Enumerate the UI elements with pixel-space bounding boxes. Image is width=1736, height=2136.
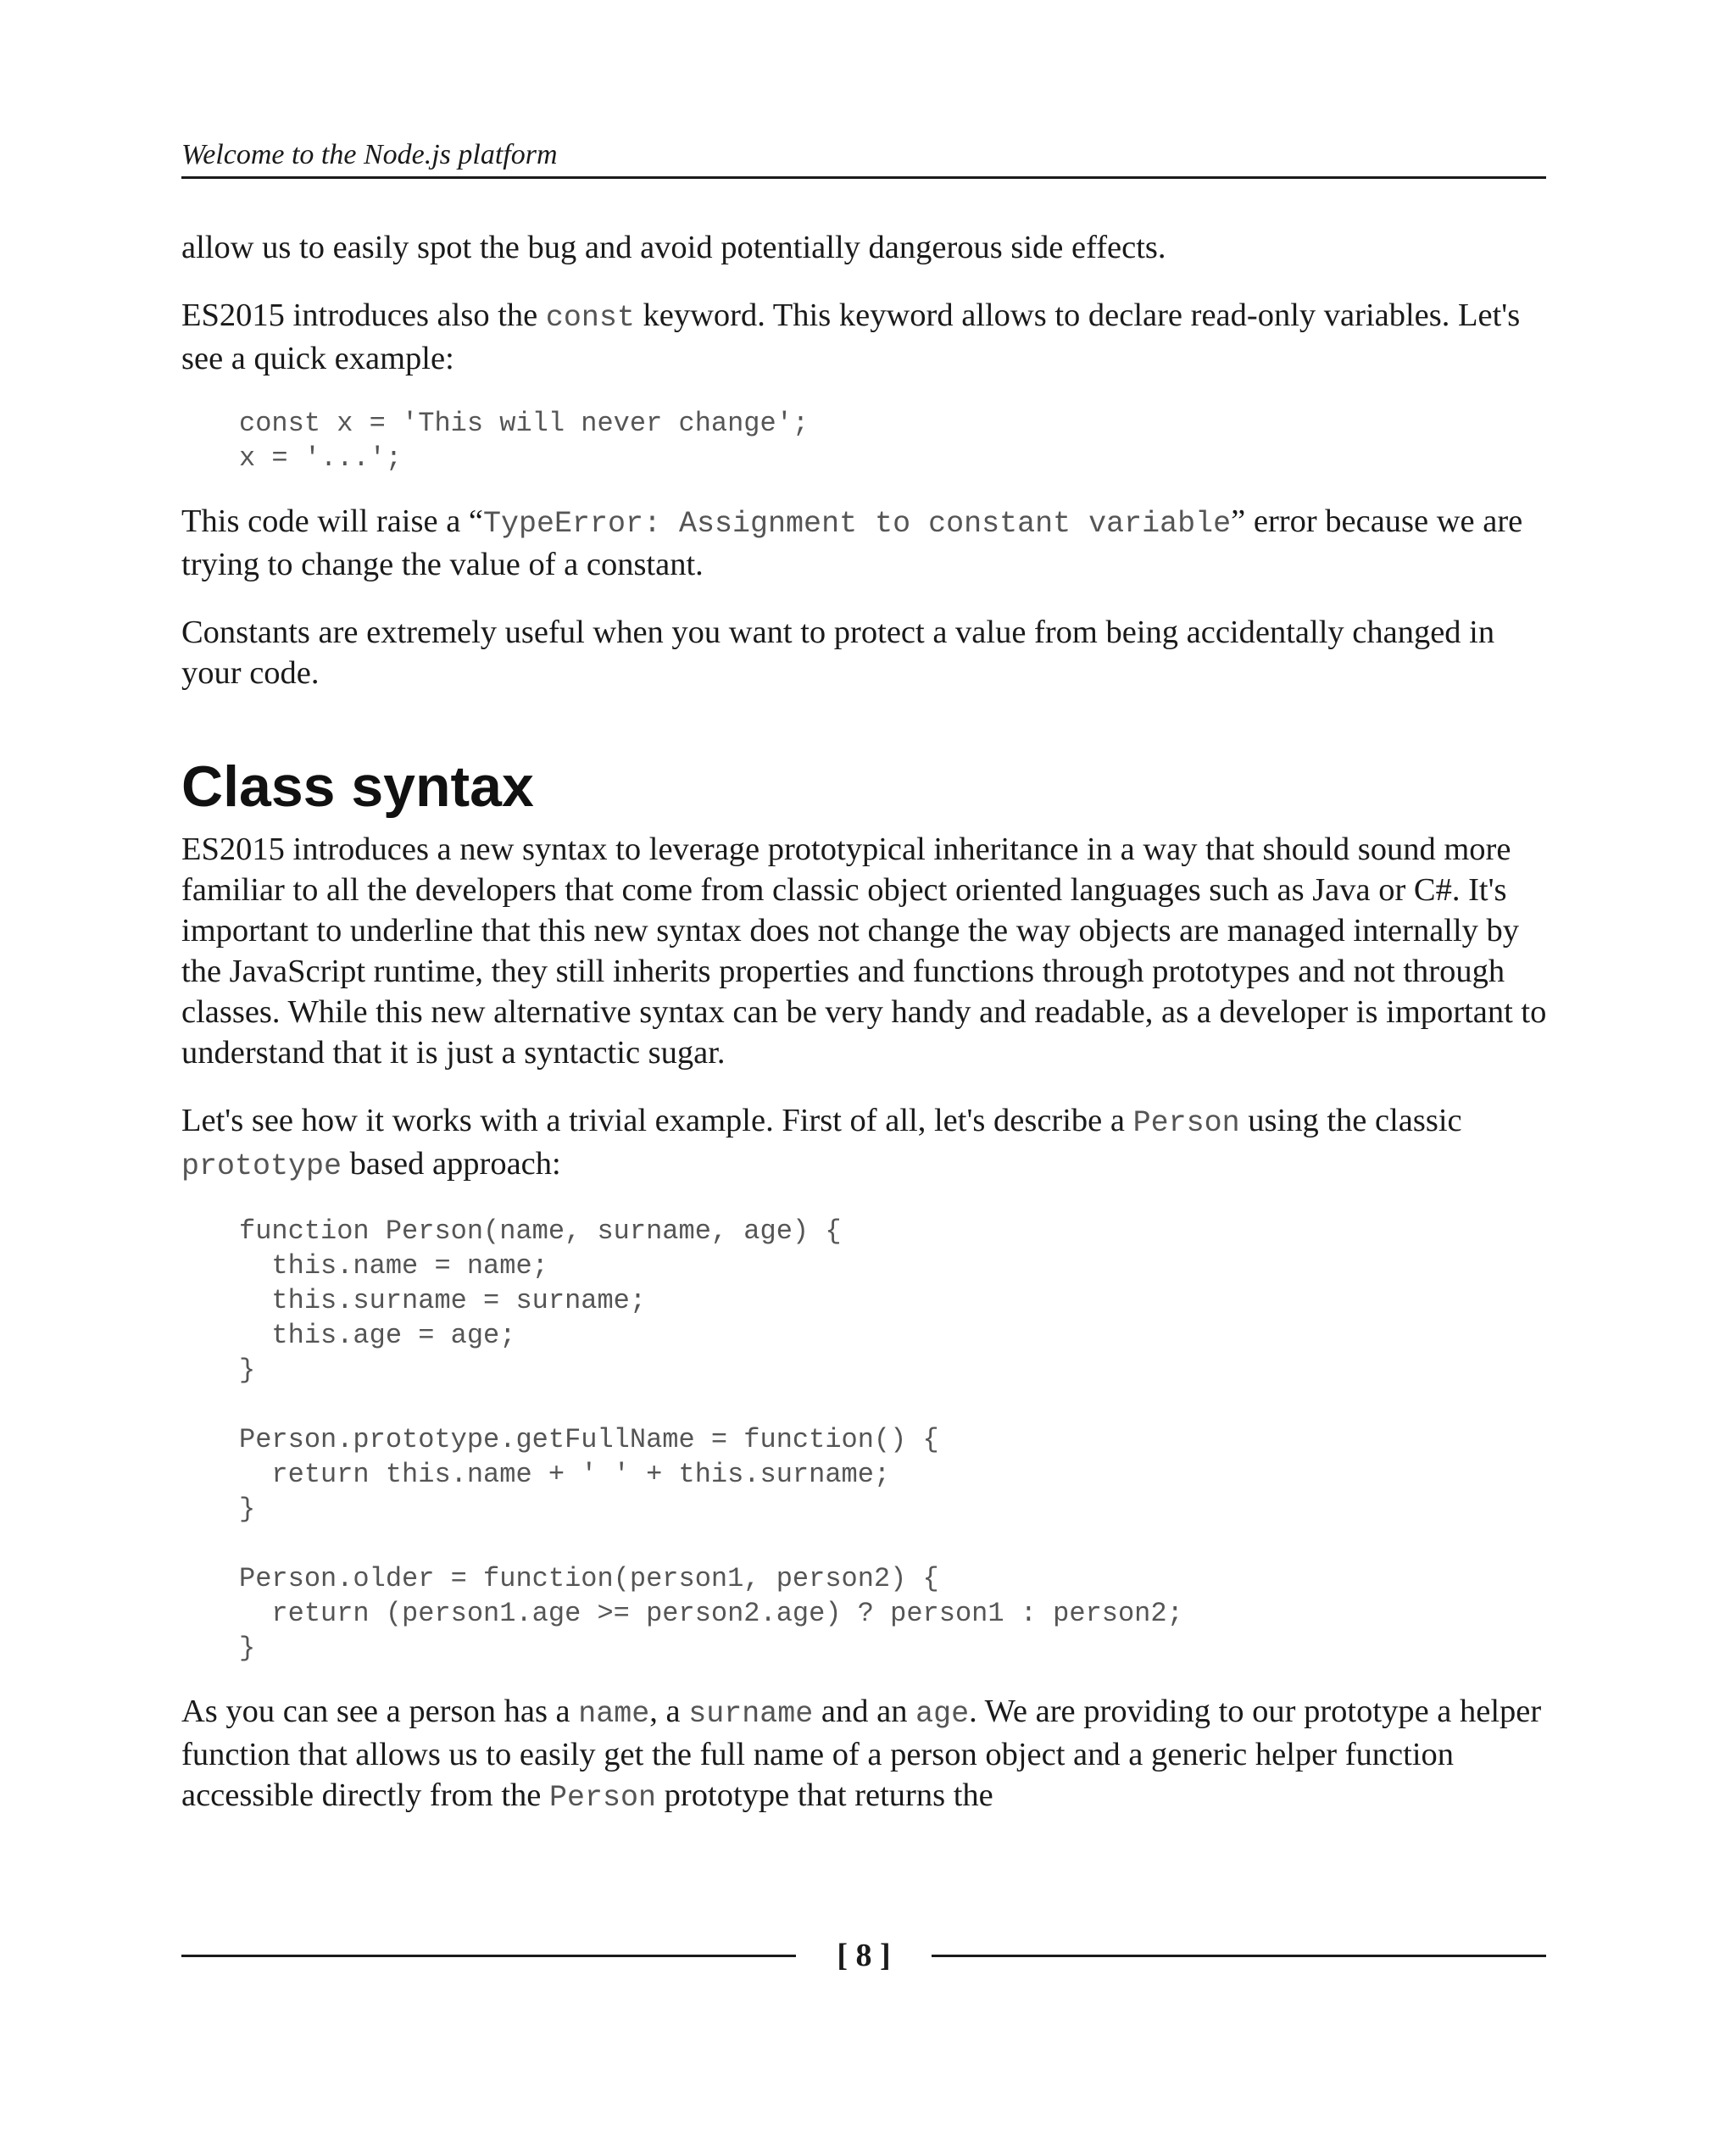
text-span: Let's see how it works with a trivial example. First of all, let's describe a	[181, 1103, 1133, 1138]
page-number: [ 8 ]	[837, 1938, 891, 1973]
paragraph-bug-spotting: allow us to easily spot the bug and avoid potentially dangerous side effects.	[181, 230, 1166, 265]
inline-code-person: Person	[549, 1781, 657, 1815]
text-span: prototype that returns the	[656, 1777, 993, 1813]
page-body	[181, 227, 1550, 1845]
code-block-person-prototype: function Person(name, surname, age) { this.name = name; this.surname = surname; this.age = age; } Person.prototype.getFullName = function() { return this.name + ' ' + this.surname; } Person.older = function(person1, person2) { return (person1.age >= person2.age) ? person1 : person2; }	[239, 1215, 1183, 1664]
footer-rule-right	[932, 1955, 1546, 1957]
text-span: ES2015 introduces also the	[181, 298, 546, 333]
inline-code-const: const	[545, 301, 635, 335]
text-span: based approach:	[342, 1146, 561, 1182]
text-span: using the classic	[1239, 1103, 1462, 1138]
inline-code-surname: surname	[688, 1697, 814, 1731]
inline-code-prototype: prototype	[181, 1149, 342, 1183]
paragraph-type-error	[181, 501, 1550, 585]
text-span: and an	[813, 1694, 916, 1729]
text-span: , a	[649, 1694, 689, 1729]
paragraph-person-explanation	[181, 1691, 1550, 1818]
text-span: keyword. This keyword allows to declare read-only variables. Let's see a quick example:	[181, 298, 1521, 376]
page-footer	[181, 1934, 1546, 1977]
inline-code-person: Person	[1132, 1106, 1240, 1140]
text-span: . We are providing to our prototype a helper function that allows us to easily get the full name of a person object and a generic helper function accessible directly from the	[181, 1694, 1542, 1813]
text-span: As you can see a person has a	[181, 1694, 579, 1729]
paragraph-person-example-intro	[181, 1100, 1550, 1187]
section-heading-class-syntax: Class syntax	[181, 754, 534, 819]
code-block-const-example: const x = 'This will never change'; x = '...';	[239, 408, 810, 474]
running-header: Welcome to the Node.js platform	[181, 136, 1546, 179]
paragraph-constants-useful: Constants are extremely useful when you want to protect a value from being accidentally changed in your code.	[181, 615, 1495, 691]
paragraph-class-syntax-intro: ES2015 introduces a new syntax to leverage prototypical inheritance in a way that should sound more familiar to all the developers that come from classic object oriented languages such as Java or C#. It's important to underline that this new syntax does not change the way objects are managed internally by the JavaScript runtime, they still inherits properties and functions through prototypes and not through classes. While this new alternative syntax can be very handy and readable, as a developer is important to understand that it is just a syntactic sugar.	[181, 832, 1547, 1071]
paragraph-const-intro	[181, 295, 1550, 379]
inline-code-name: name	[578, 1697, 650, 1731]
text-span: This code will raise a “	[181, 503, 483, 539]
inline-code-type-error: TypeError: Assignment to constant variable	[483, 507, 1232, 541]
inline-code-age: age	[915, 1697, 970, 1731]
text-span: ” error because we are trying to change the value of a constant.	[181, 503, 1523, 582]
